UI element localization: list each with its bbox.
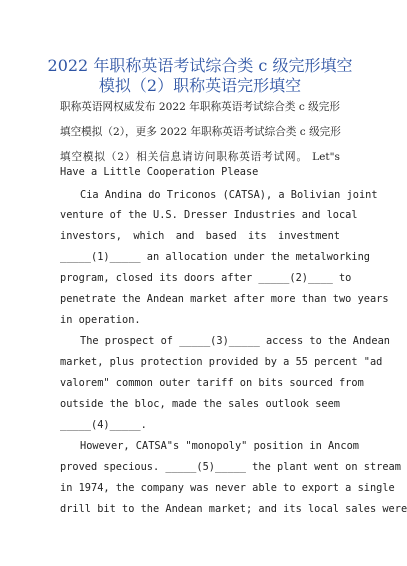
intro-line-1: 职称英语网权威发布 2022 年职称英语考试综合类 c 级完形 xyxy=(60,101,340,113)
paragraph-1-line-4: _____(1)_____ an allocation under the metalworking xyxy=(60,251,370,263)
document-title-line-2: 模拟（2）职称英语完形填空 xyxy=(98,76,302,95)
paragraph-1-line-6: penetrate the Andean market after more than two years xyxy=(60,293,389,305)
paragraph-2-line-2: market, plus protection provided by a 55 percent "ad xyxy=(60,356,383,368)
paragraph-2-line-3: valorem" common outer tariff on bits sourced from xyxy=(60,377,364,389)
paragraph-1-line-2: venture of the U.S. Dresser Industries and local xyxy=(60,209,358,221)
paragraph-1-line-5: program, closed its doors after _____(2)____ to xyxy=(60,272,352,284)
paragraph-3-line-4: drill bit to the Andean market; and its local sales were xyxy=(60,503,407,515)
paragraph-2-line-4: outside the bloc, made the sales outlook seem xyxy=(60,398,340,410)
intro-line-4: Have a Little Cooperation Please xyxy=(60,166,259,178)
paragraph-2-line-5: _____(4)_____. xyxy=(60,419,147,431)
intro-line-3: 填空模拟（2）相关信息请访问职称英语考试网。 Let"s xyxy=(60,151,340,163)
paragraph-1-line-7: in operation. xyxy=(60,314,141,326)
intro-line-2: 填空模拟（2），更多 2022 年职称英语考试综合类 c 级完形 xyxy=(60,126,341,138)
paragraph-2-line-1: The prospect of _____(3)_____ access to the Andean xyxy=(80,335,390,347)
document-title-line-1: 2022 年职称英语考试综合类 c 级完形填空 xyxy=(47,56,353,75)
paragraph-3-line-2: proved specious. _____(5)_____ the plant went on stream xyxy=(60,461,401,473)
paragraph-1-line-3: investors, which and based its investment xyxy=(60,230,340,242)
paragraph-3-line-1: However, CATSA"s "monopoly" position in Ancom xyxy=(80,440,359,452)
paragraph-3-line-3: in 1974, the company was never able to export a single xyxy=(60,482,395,494)
paragraph-1-line-1: Cia Andina do Triconos (CATSA), a Bolivian joint xyxy=(80,189,378,201)
